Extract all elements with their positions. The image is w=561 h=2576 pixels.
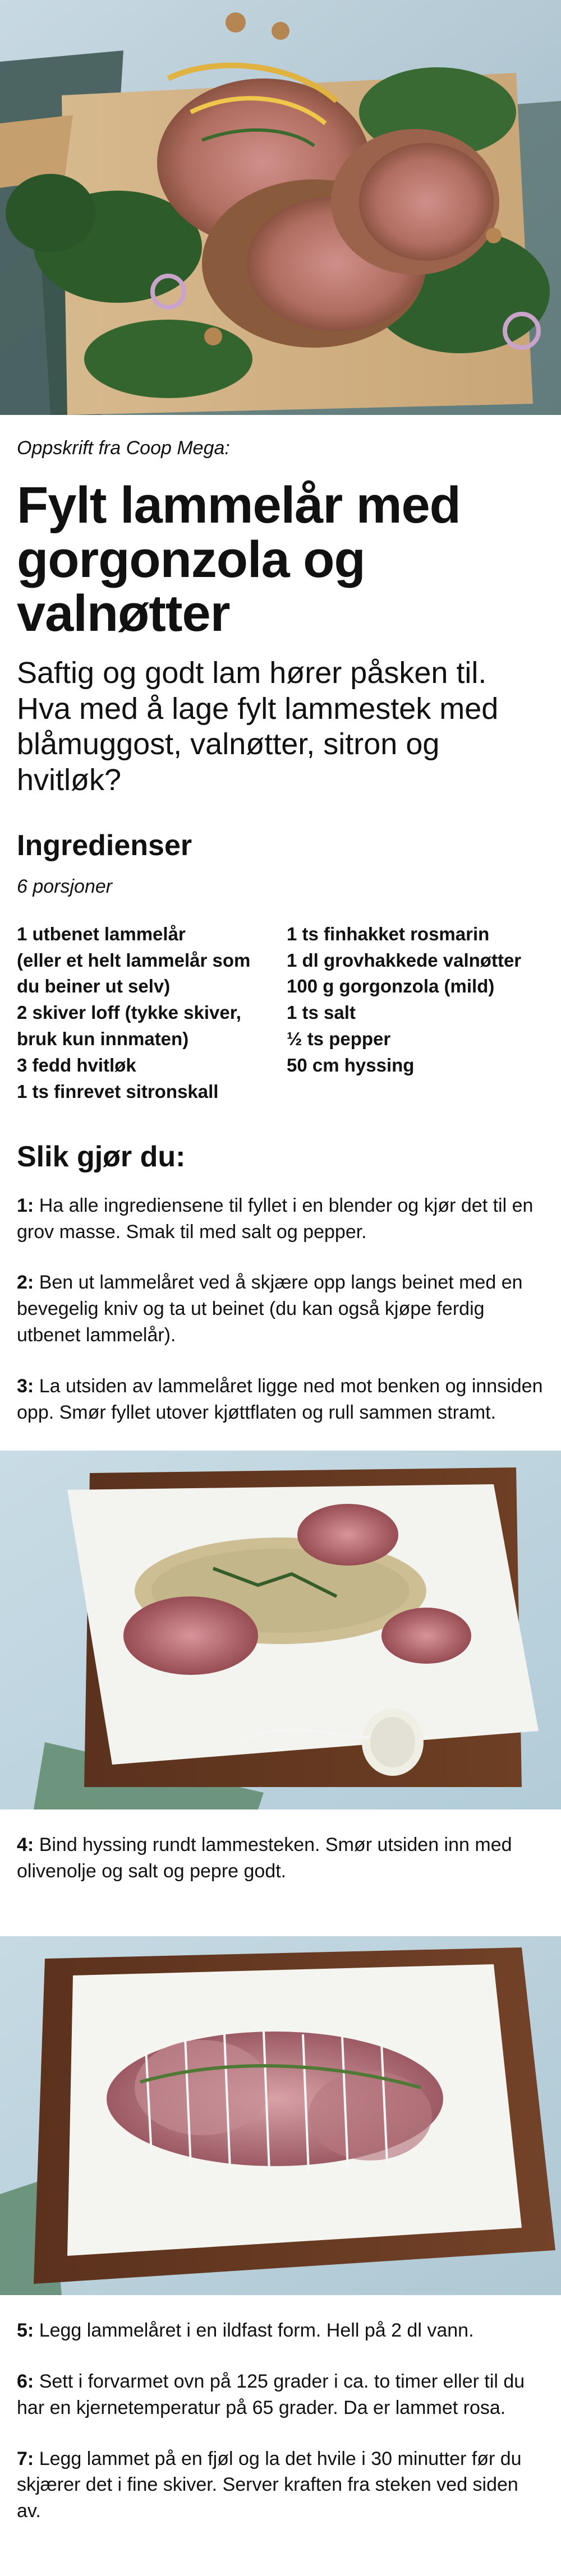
step-text: Sett i forvarmet ovn på 125 grader i ca. to timer eller til du har en kjernetemperatur på 65 grader. Da er lammet rosa.	[17, 2370, 525, 2418]
method-step-4-block	[0, 1809, 561, 1936]
step-text: Bind hyssing rundt lammesteken. Smør utsiden inn med olivenolje og salt og pepre godt.	[17, 1834, 512, 1882]
method-step-3	[17, 1373, 544, 1426]
ingredient-item: 100 g gorgonzola (mild)	[287, 976, 495, 997]
recipe-lead: Saftig og godt lam hører påsken til. Hva med å lage fylt lammestek med blåmuggost, valnøtter, sitron og hvitløk?	[17, 655, 499, 797]
ingredients-heading: Ingredienser	[17, 829, 192, 862]
step-number: 6:	[17, 2370, 34, 2392]
ingredient-item: 50 cm hyssing	[287, 1054, 415, 1075]
method-steps-5-7-block	[0, 2295, 561, 2576]
step-number: 1:	[17, 1194, 34, 1216]
tied-lamb-roast-photo	[0, 1936, 561, 2295]
ingredient-item: ½ ts pepper	[287, 1028, 391, 1050]
ingredient-item: 1 ts finrevet sitronskall	[17, 1081, 219, 1102]
step-text: Legg lammelåret i en ildfast form. Hell på 2 dl vann.	[39, 2319, 474, 2341]
ingredient-item: 3 fedd hvitløk	[17, 1054, 136, 1075]
recipe-title: Fylt lammelår med gorgonzola og valnøtter	[17, 477, 461, 643]
step-text: Ben ut lammelåret ved å skjære opp langs beinet med en bevegelig kniv og ta ut beinet (du kan også kjøpe ferdig utbenet lammelår).	[17, 1272, 523, 1346]
method-step-1	[17, 1193, 544, 1245]
step-text: La utsiden av lammelåret ligge ned mot benken og innsiden opp. Smør fyllet utover kjøttflaten og rull sammen stramt.	[17, 1375, 543, 1424]
ingredient-item: 1 dl grovhakkede valnøtter	[287, 949, 522, 971]
method-step-6	[17, 2369, 544, 2421]
method-step-4	[17, 1832, 544, 1885]
step-number: 5:	[17, 2319, 34, 2341]
ingredients-list	[17, 921, 544, 1105]
roast-lamb-photo	[0, 0, 561, 415]
step-text: Legg lammet på en fjøl og la det hvile i 30 minutter før du skjærer det i fine skiver. Server kraften fra steken ved siden av.	[17, 2448, 522, 2522]
step-number: 4:	[17, 1834, 34, 1856]
filled-lamb-before-rolling-photo	[0, 1451, 561, 1809]
method-heading: Slik gjør du:	[17, 1140, 186, 1173]
portions-text: 6 porsjoner	[17, 875, 113, 897]
step-number: 2:	[17, 1272, 34, 1294]
ingredients-column-right	[287, 921, 544, 1105]
ingredient-item: 1 ts salt	[287, 1002, 356, 1023]
method-step-2	[17, 1269, 544, 1349]
step-text: Ha alle ingrediensene til fyllet i en blender og kjør det til en grov masse. Smak til med salt og pepper.	[17, 1194, 534, 1243]
recipe-intro	[0, 437, 561, 1426]
ingredient-item: 2 skiver loff (tykke skiver, bruk kun innmaten)	[17, 1002, 241, 1050]
ingredient-item: 1 ts finhakket rosmarin	[287, 923, 490, 944]
method-step-7	[17, 2446, 544, 2525]
step-number: 3:	[17, 1375, 34, 1397]
recipe-source-line: Oppskrift fra Coop Mega:	[17, 437, 230, 459]
ingredient-item: 1 utbenet lammelår (eller et helt lammelår som du beiner ut selv)	[17, 923, 251, 997]
ingredients-column-left	[17, 921, 274, 1105]
method-step-5	[17, 2318, 544, 2344]
step-number: 7:	[17, 2448, 34, 2469]
